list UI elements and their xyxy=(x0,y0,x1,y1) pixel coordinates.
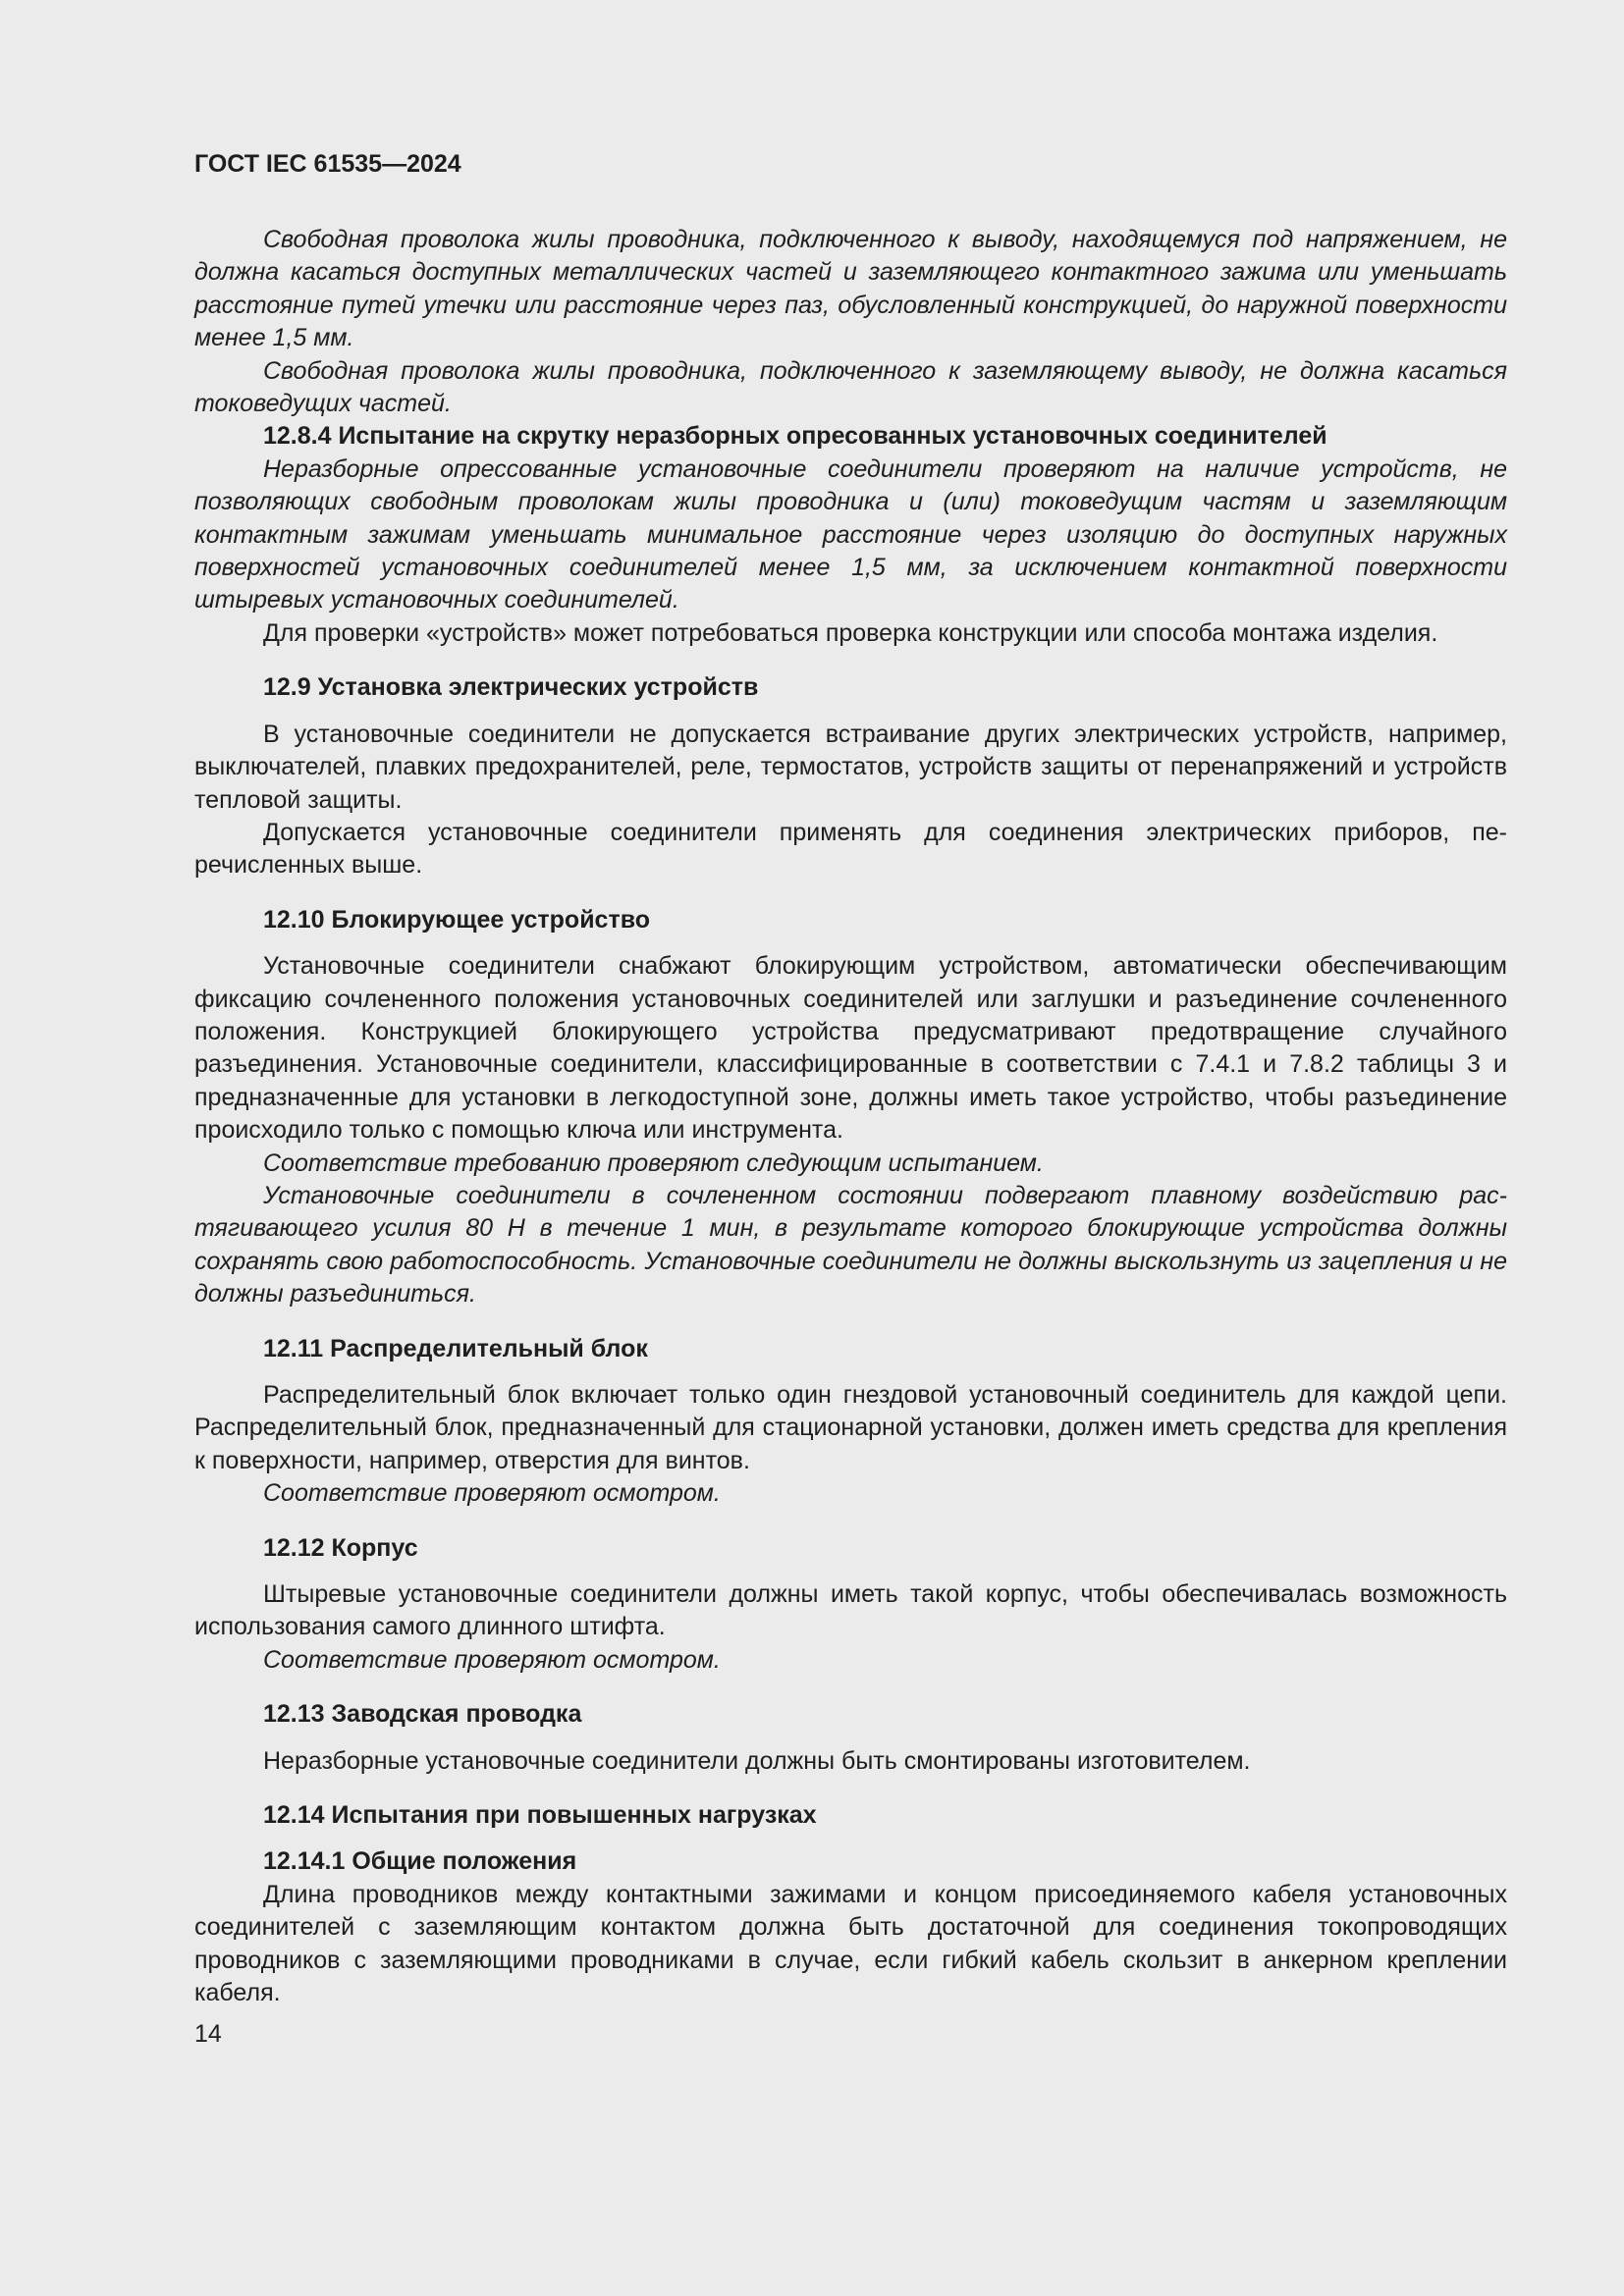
paragraph: Неразборные установочные соединители должны быть смонтированы изготовителем. xyxy=(263,1746,1251,1775)
paragraph: Допускается установочные соединители применять для соединения электрических приборов, перечисленных выше. xyxy=(194,818,1507,880)
section-heading: 12.9 Установка электрических устройств xyxy=(263,673,759,702)
italic-paragraph: Установочные соединители в сочлененном состоянии подвергают плавному воздействию растягивающего усилия 80 Н в течение 1 мин, в результате которого блокирующие устройства должны сохранять свою работоспособность. Установочные соединители не должны выскользнуть из зацепления и не должны разъединиться. xyxy=(194,1181,1507,1308)
section-heading: 12.14.1 Общие положения xyxy=(263,1847,577,1876)
italic-paragraph: Неразборные опрессованные установочные соединители проверяют на наличие устройств, не позволяющих свободным проволокам жилы проводника и (или) токоведущим частям и заземляющим контактным зажимам уменьшать минимальное расстояние через изоляцию до доступных наружных поверхностей установочных соединителей менее 1,5 мм, за исключением контактной поверхности штыревых установочных соединителей. xyxy=(194,454,1507,614)
section-heading: 12.14 Испытания при повышенных нагрузках xyxy=(263,1801,817,1830)
italic-paragraph: Свободная проволока жилы проводника, подключенного к выводу, находящемуся под напряжением, не должна касаться доступных металлических частей и заземляющего контактного зажима или уменьшать расстояние путей утечки или расстояние через паз, обусловленный конструкцией, до наружной поверхности менее 1,5 мм. xyxy=(194,226,1507,352)
section-heading: 12.13 Заводская проводка xyxy=(263,1700,582,1729)
section-heading: 12.10 Блокирующее устройство xyxy=(263,905,651,934)
italic-paragraph: Соответствие проверяют осмотром. xyxy=(263,1645,721,1674)
paragraph: Длина проводников между контактными зажимами и концом присоединяемого кабеля установочных соединителей с заземляющим контактом должна быть достаточной для соединения токопроводящих проводников с заземляющими проводниками в случае, если гибкий кабель скользит в анкерном креплении кабеля. xyxy=(194,1880,1507,2007)
document-page xyxy=(194,147,1507,2051)
page-number: 14 xyxy=(194,2019,222,2048)
section-heading: 12.12 Корпус xyxy=(263,1533,418,1562)
paragraph: Для проверки «устройств» может потребоваться проверка конструкции или способа монтажа изделия. xyxy=(263,618,1438,647)
document-header: ГОСТ IEC 61535—2024 xyxy=(194,150,461,178)
section-heading: 12.11 Распределительный блок xyxy=(263,1334,648,1362)
italic-paragraph: Соответствие требованию проверяют следующим испытанием. xyxy=(263,1148,1044,1177)
italic-paragraph: Свободная проволока жилы проводника, подключенного к заземляющему выводу, не должна касаться токоведущих частей. xyxy=(194,356,1507,418)
paragraph: Установочные соединители снабжают блокирующим устройством, автоматически обеспечивающим фиксацию сочлененного положения установочных соединителей или заглушки и разъединение сочлененного положения. Конструкцией блокирующего устройства предусматривают предотвращение случайного разъединения. Установочные соединители, классифицированные в соответствии с 7.4.1 и 7.8.2 таблицы 3 и предназначенные для установки в легкодоступной зоне, должны иметь такое устройство, чтобы разъединение происходило только с помощью ключа или инструмента. xyxy=(194,952,1507,1145)
document-body xyxy=(194,224,1507,2010)
italic-paragraph: Соответствие проверяют осмотром. xyxy=(263,1479,721,1508)
paragraph: Распределительный блок включает только один гнездовой установочный соединитель для каждой цепи. Распределительный блок, предназначенный для стационарной установки, должен иметь средства для крепления к поверхности, например, отверстия для винтов. xyxy=(194,1381,1507,1474)
paragraph: Штыревые установочные соединители должны иметь такой корпус, чтобы обеспечивалась возможность использования самого длинного штифта. xyxy=(194,1580,1507,1641)
section-heading: 12.8.4 Испытание на скрутку неразборных опресованных установочных соединителей xyxy=(263,422,1327,451)
paragraph: В установочные соединители не допускается встраивание других электрических устройств, например, выключателей, плавких предохранителей, реле, термостатов, устройств защиты от перенапряжений и устройств тепловой защиты. xyxy=(194,720,1507,814)
